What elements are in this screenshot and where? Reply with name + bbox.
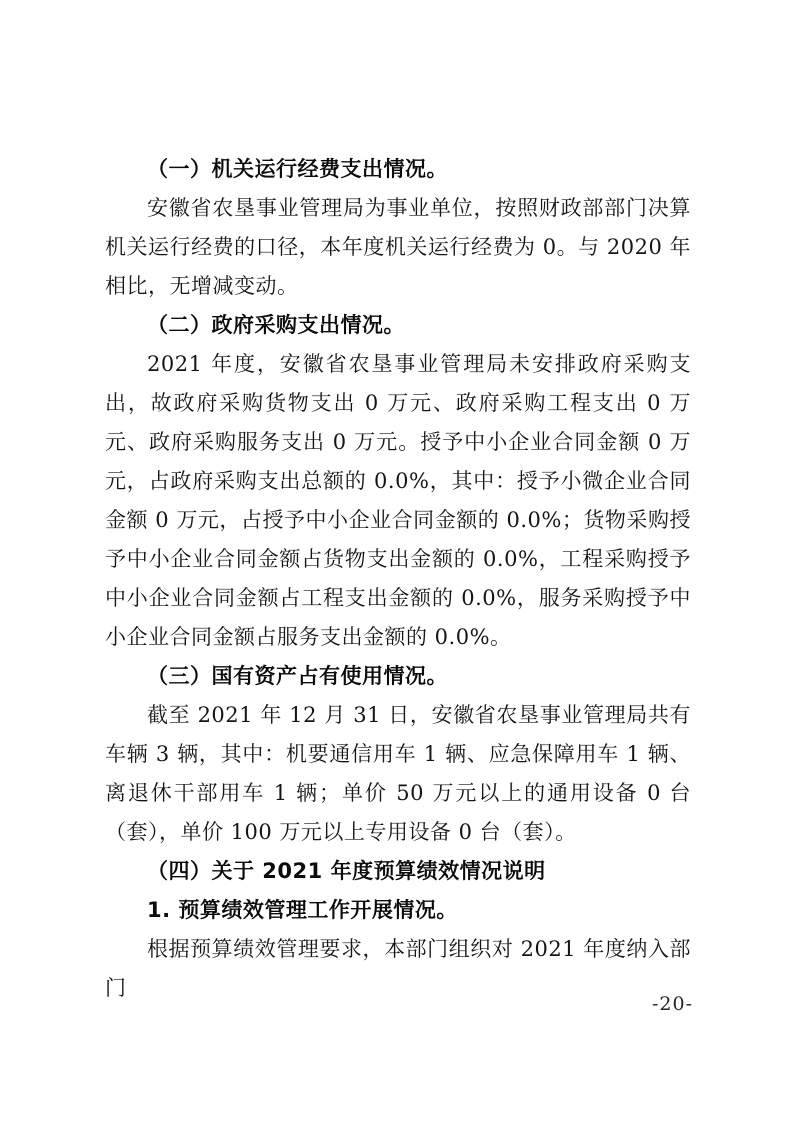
section-heading-budget-performance: （四）关于 2021 年度预算绩效情况说明 bbox=[147, 859, 546, 883]
paragraph-state-assets: 截至 2021 年 12 月 31 日，安徽省农垦事业管理局共有车辆 3 辆，其中：机要通信用车 1 辆、应急保障用车 1 辆、离退休干部用车 1 辆；单价 50 万元以上的通用设备 0 台（套），单价 100 万元以上专用设备 0 台（套）。 bbox=[105, 703, 691, 844]
document-content bbox=[105, 150, 691, 1008]
page-number: -20- bbox=[651, 993, 693, 1015]
section-heading-state-assets: （三）国有资产占有使用情况。 bbox=[147, 664, 448, 688]
paragraph-government-procurement: 2021 年度，安徽省农垦事业管理局未安排政府采购支出，故政府采购货物支出 0 万元、政府采购工程支出 0 万元、政府采购服务支出 0 万元。授予中小企业合同金额 0 万元，占政府采购支出总额的 0.0%，其中：授予小微企业合同金额 0 万元，占授予中小企业合同金额的 0.0%；货物采购授予中小企业合同金额占货物支出金额的 0.0%，工程采购授予中小企业合同金额占工程支出金额的 0.0%，服务采购授予中小企业合同金额占服务支出金额的 0.0%。 bbox=[105, 352, 691, 649]
section-heading-agency-operating-costs: （一）机关运行经费支出情况。 bbox=[147, 157, 448, 181]
section-heading-government-procurement: （二）政府采购支出情况。 bbox=[147, 313, 405, 337]
paragraph-performance-management: 根据预算绩效管理要求，本部门组织对 2021 年度纳入部门 bbox=[105, 937, 691, 1000]
subsection-heading-performance-management: 1. 预算绩效管理工作开展情况。 bbox=[147, 898, 458, 922]
paragraph-agency-operating-costs: 安徽省农垦事业管理局为事业单位，按照财政部部门决算机关运行经费的口径，本年度机关运行经费为 0。与 2020 年相比，无增减变动。 bbox=[105, 196, 691, 298]
